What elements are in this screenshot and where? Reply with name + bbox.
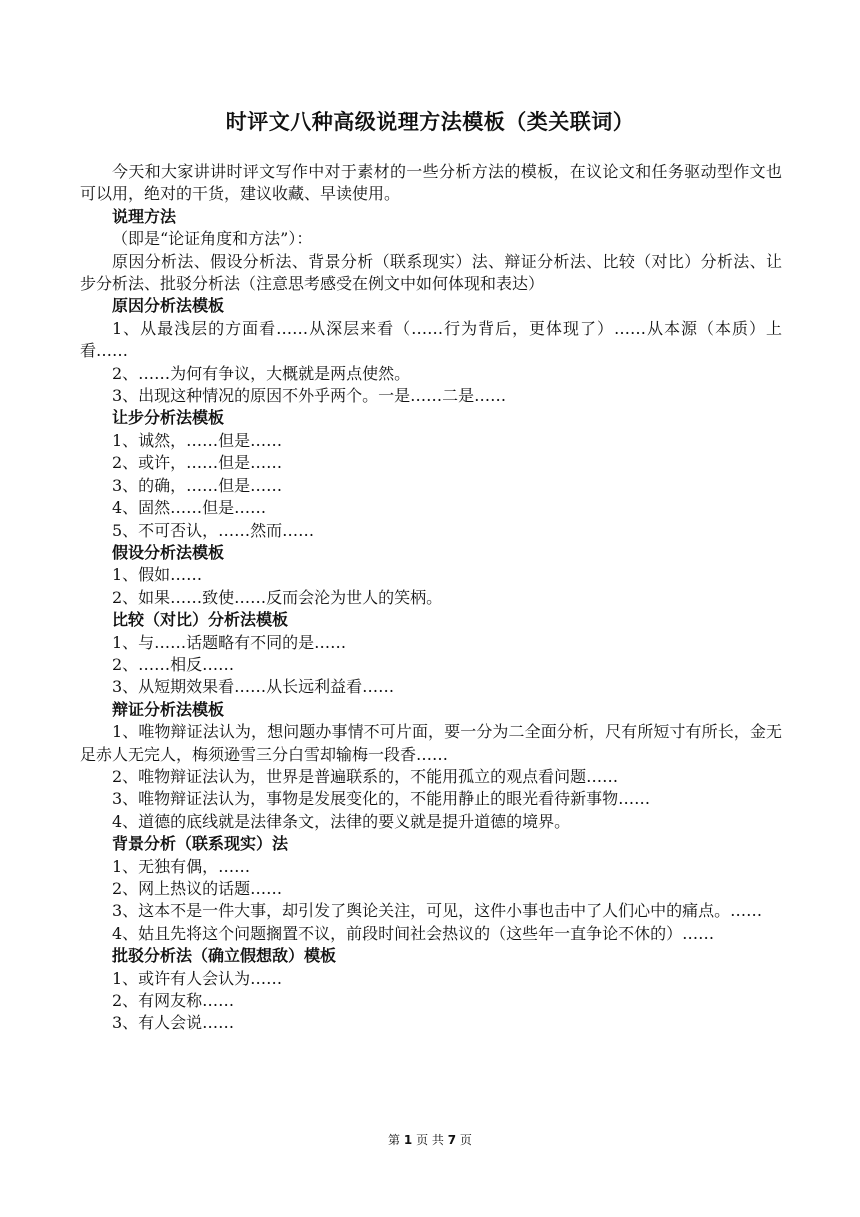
list-item: 1、诚然，……但是…… [112, 430, 283, 450]
list-item: 4、道德的底线就是法律条文，法律的要义就是提升道德的境界。 [112, 811, 571, 831]
section-subheading: （即是“论证角度和方法”）： [112, 229, 313, 249]
document-body [80, 161, 782, 1035]
section-heading: 辩证分析法模板 [112, 699, 225, 719]
list-item: 1、从最浅层的方面看……从深层来看（……行为背后，更体现了）……从本源（本质）上看…… [80, 318, 782, 361]
intro-paragraph: 今天和大家讲讲时评文写作中对于素材的一些分析方法的模板，在议论文和任务驱动型作文也可以用，绝对的干货，建议收藏、早读使用。 [80, 162, 782, 204]
section-heading: 让步分析法模板 [112, 408, 225, 428]
footer-middle: 页 共 [416, 1133, 444, 1147]
list-item: 1、与……话题略有不同的是…… [112, 632, 347, 652]
section-heading: 批驳分析法（确立假想敌）模板 [112, 946, 337, 966]
list-item: 2、……为何有争议，大概就是两点使然。 [112, 363, 411, 383]
list-item: 3、唯物辩证法认为，事物是发展变化的，不能用静止的眼光看待新事物…… [112, 789, 651, 809]
list-item: 1、无独有偶，…… [112, 856, 251, 876]
list-item: 2、如果……致使……反而会沦为世人的笑柄。 [112, 587, 443, 607]
list-item: 2、唯物辩证法认为，世界是普遍联系的，不能用孤立的观点看问题…… [112, 766, 619, 786]
section-heading: 比较（对比）分析法模板 [112, 610, 289, 630]
list-item: 1、唯物辩证法认为，想问题办事情不可片面，要一分为二全面分析，尺有所短寸有所长，金无足赤人无完人，梅须逊雪三分白雪却输梅一段香…… [80, 722, 782, 764]
list-item: 1、或许有人会认为…… [112, 968, 283, 988]
list-item: 2、有网友称…… [112, 991, 235, 1011]
list-item: 3、出现这种情况的原因不外乎两个。一是……二是…… [112, 386, 507, 406]
section-heading: 说理方法 [112, 206, 177, 226]
list-item: 3、这本不是一件大事，却引发了舆论关注，可见，这件小事也击中了人们心中的痛点。…… [112, 901, 763, 921]
page-footer [0, 1131, 860, 1148]
list-item: 4、姑且先将这个问题搁置不议，前段时间社会热议的（这些年一直争论不休的）…… [112, 923, 715, 943]
footer-prefix: 第 [388, 1133, 401, 1147]
list-item: 2、……相反…… [112, 654, 235, 674]
list-item: 4、固然……但是…… [112, 498, 267, 518]
methods-list-paragraph: 原因分析法、假设分析法、背景分析（联系现实）法、辩证分析法、比较（对比）分析法、让步分析法、批驳分析法（注意思考感受在例文中如何体现和表达） [80, 251, 782, 294]
total-page-number: 7 [447, 1133, 457, 1147]
list-item: 2、网上热议的话题…… [112, 879, 283, 898]
document-title: 时评文八种高级说理方法模板（类关联词） [225, 109, 635, 134]
list-item: 3、有人会说…… [112, 1013, 235, 1033]
list-item: 2、或许，……但是…… [112, 453, 283, 473]
section-heading: 假设分析法模板 [112, 542, 225, 562]
current-page-number: 1 [403, 1133, 413, 1147]
section-heading: 原因分析法模板 [112, 296, 225, 316]
footer-suffix: 页 [459, 1133, 472, 1147]
section-heading: 背景分析（联系现实）法 [112, 834, 289, 854]
list-item: 3、从短期效果看……从长远利益看…… [112, 677, 395, 697]
list-item: 1、假如…… [112, 565, 203, 585]
list-item: 3、的确，……但是…… [112, 475, 283, 495]
list-item: 5、不可否认，……然而…… [112, 520, 315, 540]
